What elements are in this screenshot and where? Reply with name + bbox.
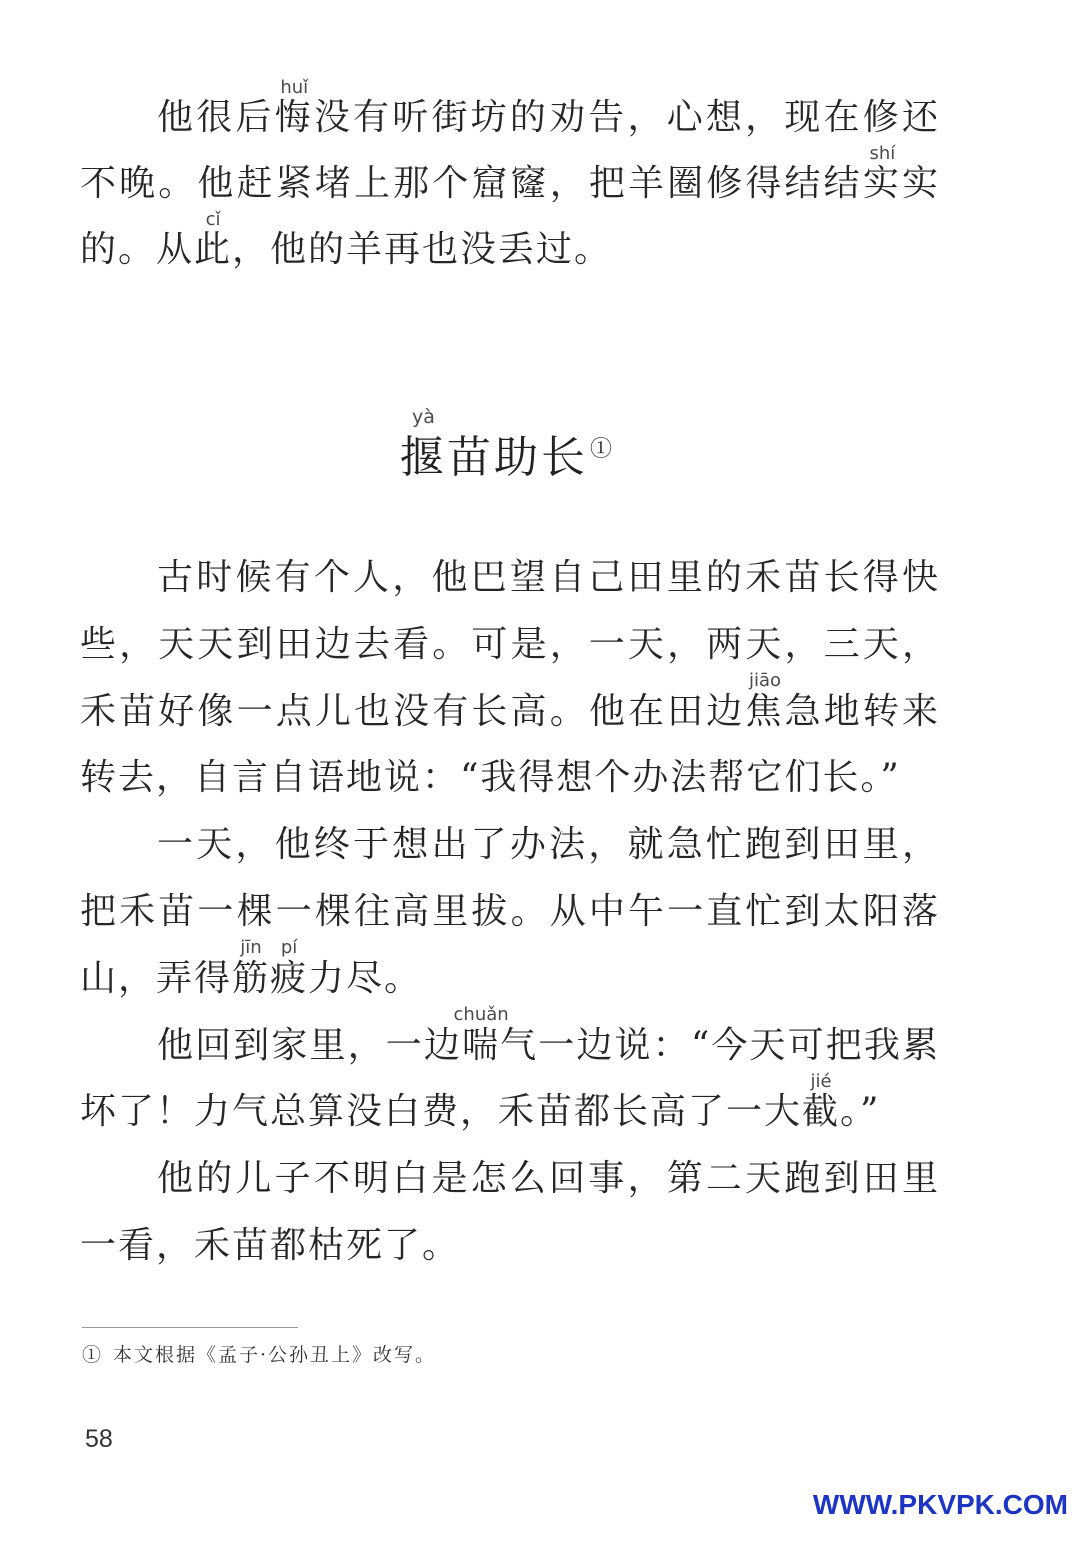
pinyin-annotation: chuǎn bbox=[453, 1004, 509, 1026]
text-segment: 一天，他终于想出了办法，就急忙跑到田里， bbox=[157, 824, 938, 866]
text-segment: 的。从 bbox=[80, 229, 195, 270]
text-line bbox=[80, 76, 938, 151]
text-segment: 转去，自言自语地说：“我得想个办法帮它们长。” bbox=[80, 757, 901, 799]
footnote-text: 本文根据《孟子·公孙丑上》改写。 bbox=[113, 1344, 437, 1366]
text-line bbox=[80, 745, 938, 812]
footnote-divider bbox=[82, 1327, 298, 1328]
annotated-character bbox=[194, 208, 233, 270]
footnote bbox=[82, 1341, 436, 1369]
story-body bbox=[80, 545, 938, 1280]
title-text: 苗助长 bbox=[447, 432, 588, 483]
text-segment: 把禾苗一棵一棵往高里拔。从中午一直忙到太阳落 bbox=[80, 890, 938, 932]
text-line bbox=[80, 1004, 938, 1080]
page-number: 58 bbox=[85, 1425, 113, 1453]
watermark: WWW.PKVPK.COM bbox=[812, 1489, 1068, 1520]
text-line bbox=[80, 937, 938, 1013]
text-segment: 他很后 bbox=[157, 97, 275, 138]
text-line bbox=[80, 208, 938, 283]
text-segment: 不晚。他赶紧堵上那个窟窿，把羊圈修得结结 bbox=[80, 163, 863, 204]
text-line bbox=[80, 670, 938, 746]
text-line bbox=[80, 612, 938, 679]
pinyin-annotation: pí bbox=[280, 937, 298, 959]
text-line bbox=[80, 142, 938, 217]
text-line bbox=[80, 1070, 938, 1146]
pinyin-annotation: jīn bbox=[240, 937, 262, 959]
text-line bbox=[80, 879, 938, 946]
pinyin-annotation: shí bbox=[869, 142, 896, 164]
text-segment: 一看，禾苗都枯死了。 bbox=[80, 1224, 461, 1266]
annotated-character bbox=[862, 142, 902, 204]
text-segment: 古时候有个人，他巴望自己田里的禾苗长得快 bbox=[157, 557, 938, 598]
annotated-character bbox=[453, 1004, 509, 1066]
hanzi: 实 bbox=[862, 163, 902, 204]
hanzi: 焦 bbox=[745, 690, 785, 732]
text-segment: 坏了！力气总算没白费，禾苗都长高了一大 bbox=[80, 1091, 803, 1133]
pinyin-annotation: jiāo bbox=[748, 670, 782, 692]
text-segment: 没有听街坊的劝告，心想，现在修还 bbox=[313, 97, 938, 138]
pinyin-annotation: jié bbox=[810, 1070, 832, 1092]
text-line bbox=[80, 1213, 938, 1280]
text-line bbox=[80, 1146, 938, 1213]
hanzi: 悔 bbox=[274, 97, 314, 138]
text-segment: 实 bbox=[901, 163, 938, 204]
footnote-mark: ① bbox=[82, 1344, 102, 1366]
text-segment: 急地转来 bbox=[784, 690, 938, 732]
hanzi: 筋 bbox=[232, 957, 271, 999]
text-segment: 些，天天到田边去看。可是，一天，两天，三天， bbox=[80, 623, 938, 665]
hanzi: 此 bbox=[194, 229, 233, 270]
text-segment: ，他的羊再也没丢过。 bbox=[232, 229, 613, 270]
text-line bbox=[80, 812, 938, 879]
pinyin-annotation: cǐ bbox=[205, 208, 221, 230]
text-segment: 禾苗好像一点儿也没有长高。他在田边 bbox=[80, 690, 746, 732]
pinyin-annotation: huǐ bbox=[280, 76, 309, 98]
annotated-character bbox=[270, 937, 309, 999]
text-segment: 力尽。 bbox=[308, 957, 423, 999]
annotated-character bbox=[274, 76, 314, 138]
text-line bbox=[80, 545, 938, 612]
text-segment: 山，弄得 bbox=[80, 957, 233, 999]
text-segment: 气一边说：“今天可把我累 bbox=[500, 1024, 938, 1066]
story-title bbox=[400, 405, 613, 494]
previous-story-ending bbox=[80, 76, 938, 283]
annotated-character bbox=[745, 670, 785, 732]
footnote-reference: ① bbox=[590, 437, 613, 462]
text-segment: 他的儿子不明白是怎么回事，第二天跑到田里 bbox=[157, 1158, 938, 1200]
text-segment: 。” bbox=[840, 1091, 881, 1133]
hanzi: 疲 bbox=[270, 957, 309, 999]
hanzi: 揠 bbox=[400, 432, 447, 483]
annotated-character bbox=[400, 405, 447, 483]
pinyin-annotation: yà bbox=[412, 405, 435, 428]
annotated-character bbox=[802, 1070, 841, 1133]
hanzi: 喘 bbox=[462, 1024, 501, 1066]
annotated-character bbox=[232, 937, 271, 999]
text-segment: 他回到家里，一边 bbox=[157, 1024, 463, 1066]
hanzi: 截 bbox=[802, 1091, 841, 1133]
